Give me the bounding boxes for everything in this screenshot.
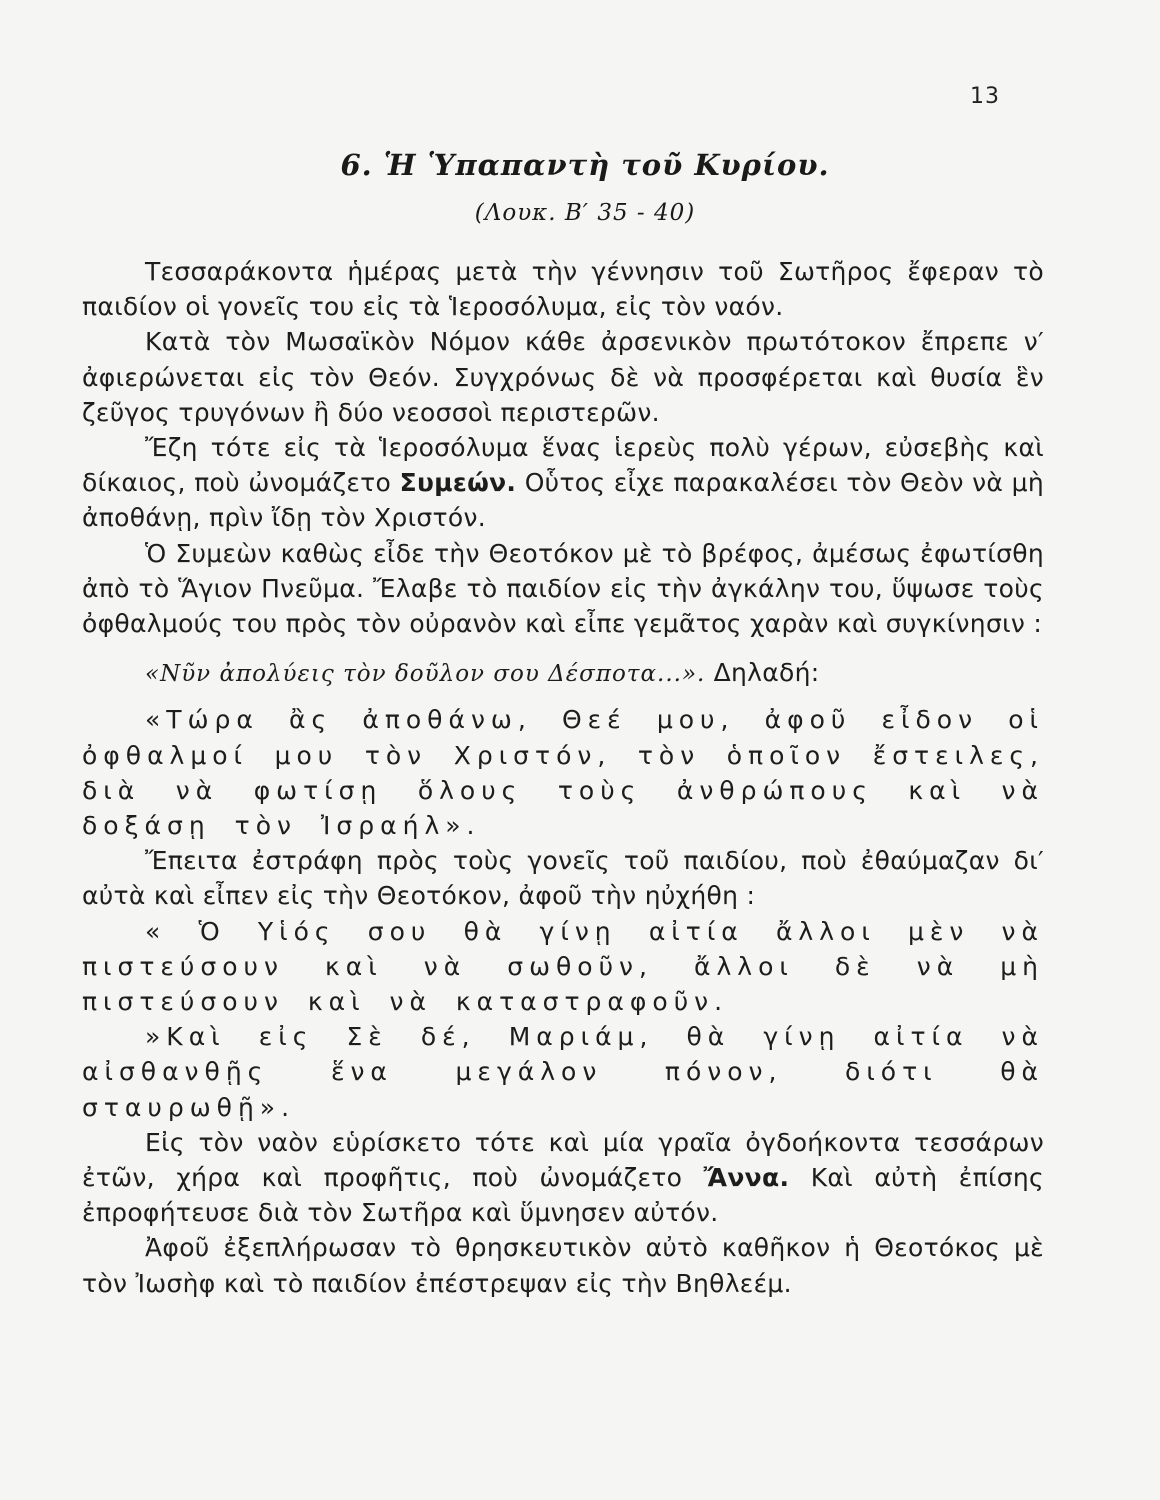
paragraph-3-start: Ἔζη τότε εἰς τὰ Ἱεροσόλυμα ἕνας ἱερεὺς πολὺ γέρων, εὐσεβὴς καὶ δίκαιος, ποὺ ὠνομάζετο (82, 433, 1044, 498)
name-anna: Ἄννα. (703, 1163, 790, 1193)
name-symeon: Συμεών. (399, 468, 517, 498)
paragraph-1: Τεσσαράκοντα ἡμέρας μετὰ τὴν γέννησιν τοῦ Σωτῆρος ἔφεραν τὸ παιδίον οἱ γονεῖς του εἰς τὰ Ἱεροσόλυμα, εἰς τὸν ναόν. (82, 257, 1044, 322)
paragraph-8: »Καὶ εἰς Σὲ δέ, Μαριάμ, θὰ γίνῃ αἰτία νὰ αἰσθανθῇς ἕνα μεγάλον πόνον, διότι θὰ σταυρωθῇ». (82, 1022, 1044, 1122)
canticle-quote-text: «Νῦν ἀπολύεις τὸν δοῦλον σου Δέσποτα...». (145, 661, 706, 688)
paragraph-10: Ἀφοῦ ἐξεπλήρωσαν τὸ θρησκευτικὸν αὐτὸ καθῆκον ἡ Θεοτόκος μὲ τὸν Ἰωσὴφ καὶ τὸ παιδίον ἐπέστρεψαν εἰς τὴν Βηθλεέμ. (82, 1233, 1044, 1298)
paragraph-3 (82, 430, 1044, 536)
page-number: 13 (970, 84, 1000, 109)
scripture-reference-text: (Λουκ. Β′ 35 - 40) (474, 200, 696, 226)
paragraph-3-end: Οὗτος εἶχε παρακαλέσει τὸν Θεὸν νὰ μὴ ἀποθάνῃ, πρὶν ἴδῃ τὸν Χριστόν. (82, 468, 1045, 533)
chapter-title (0, 148, 1160, 182)
paragraph-2: Κατὰ τὸν Μωσαϊκὸν Νόμον κάθε ἀρσενικὸν πρωτότοκον ἔπρεπε ν′ ἀφιερώνεται εἰς τὸν Θεόν. Συγχρόνως δὲ νὰ προσφέρεται καὶ θυσία ἓν ζεῦγος τρυγόνων ἢ δύο νεοσσοὶ περιστερῶν. (82, 327, 1044, 427)
paragraph-4: Ὁ Συμεὼν καθὼς εἶδε τὴν Θεοτόκον μὲ τὸ βρέφος, ἀμέσως ἐφωτίσθη ἀπὸ τὸ Ἅγιον Πνεῦμα. Ἔλαβε τὸ παιδίον εἰς τὴν ἀγκάλην του, ὕψωσε τοὺς ὀφθαλμούς του πρὸς τὸν οὐρανὸν καὶ εἶπε γεμᾶτος χαρὰν καὶ συγκίνησιν : (82, 538, 1044, 639)
canticle-quote-intro: Δηλαδή: (713, 658, 820, 688)
paragraph-7: « Ὁ Υἱός σου θὰ γίνῃ αἰτία ἄλλοι μὲν νὰ πιστεύσουν καὶ νὰ σωθοῦν, ἄλλοι δὲ νὰ μὴ πιστεύσουν καὶ νὰ καταστραφοῦν. (82, 916, 1044, 1017)
paragraph-5: «Τώρα ἂς ἀποθάνω, Θεέ μου, ἀφοῦ εἶδον οἱ ὀφθαλμοί μου τὸν Χριστόν, τὸν ὁποῖον ἔστειλες, διὰ νὰ φωτίσῃ ὅλους τοὺς ἀνθρώπους καὶ νὰ δοξάσῃ τὸν Ἰσραήλ». (82, 705, 1044, 841)
paragraph-9-start: Εἰς τὸν ναὸν εὑρίσκετο τότε καὶ μία γραῖα ὀγδοήκοντα τεσσάρων ἐτῶν, χήρα καὶ προφῆτις, ποὺ ὠνομάζετο (82, 1127, 1044, 1193)
chapter-title-text: 6. Ἡ Ὑπαπαντὴ τοῦ Κυρίου. (340, 148, 830, 182)
paragraph-9-end: Καὶ αὐτὴ ἐπίσης ἐπροφήτευσε διὰ τὸν Σωτῆρα καὶ ὕμνησεν αὐτόν. (82, 1163, 1044, 1228)
scripture-reference (0, 200, 1160, 226)
paragraph-6: Ἔπειτα ἐστράφη πρὸς τοὺς γονεῖς τοῦ παιδίου, ποὺ ἐθαύμαζαν δι′ αὐτὰ καὶ εἶπεν εἰς τὴν Θεοτόκον, ἀφοῦ τὴν ηὐχήθη : (82, 846, 1044, 911)
chapter-body (82, 254, 1044, 1301)
paragraph-9 (82, 1125, 1044, 1231)
canticle-quote (82, 655, 1044, 692)
